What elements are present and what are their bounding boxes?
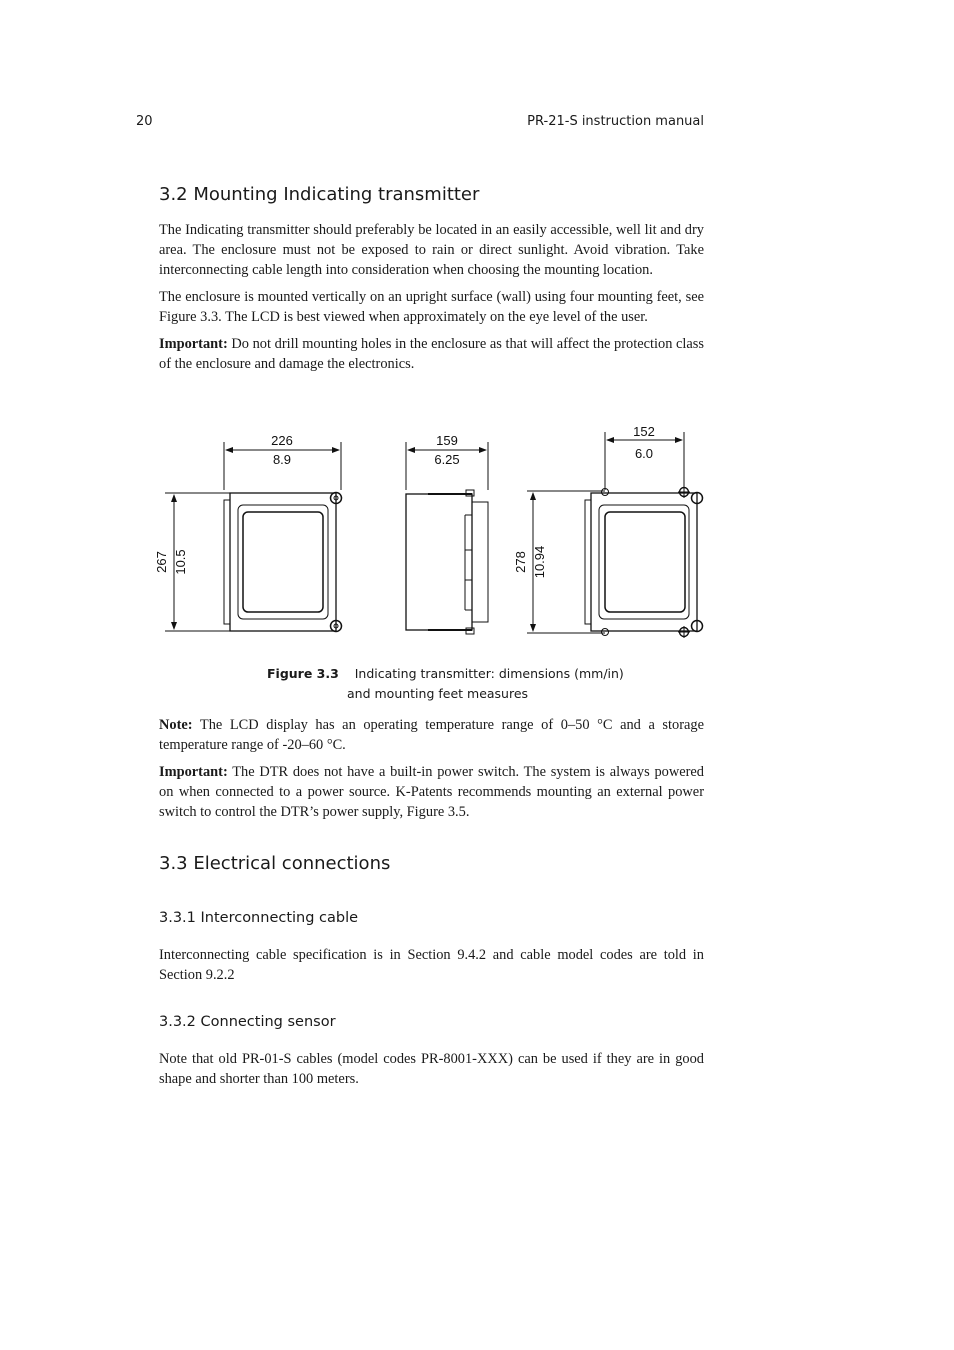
- side-depth-mm: 159: [436, 433, 458, 448]
- side-view: [406, 442, 488, 634]
- subsection-3-3-1-text: Interconnecting cable specification is in Section 9.4.2 and cable model codes are told in Section 9.2.2: [159, 947, 704, 983]
- caption-line-1: Indicating transmitter: dimensions (mm/in): [354, 666, 624, 681]
- important-text: Do not drill mounting holes in the enclosure as that will affect the protection class of the enclosure and damage the electronics.: [159, 336, 704, 372]
- important-power: [159, 762, 704, 822]
- mounting-feet-view: [527, 432, 703, 638]
- subsection-heading-3-3-2: 3.3.2 Connecting sensor: [159, 1014, 336, 1030]
- notes-block: [159, 715, 704, 829]
- dimension-drawing: [150, 420, 710, 645]
- important-label: Important:: [159, 336, 228, 352]
- subsection-3-3-2-text: Note that old PR-01-S cables (model codes PR-8001-XXX) can be used if they are in good shape and shorter than 100 meters.: [159, 1051, 704, 1087]
- subsection-heading-3-3-1: 3.3.1 Interconnecting cable: [159, 910, 359, 926]
- note-label: Note:: [159, 717, 193, 733]
- caption-line-2: and mounting feet measures: [347, 686, 529, 701]
- front-height-in: 10.5: [173, 549, 188, 575]
- running-title: PR-21-S instruction manual: [527, 114, 704, 129]
- feet-height-mm: 278: [513, 551, 528, 573]
- feet-width-in: 6.0: [634, 446, 654, 461]
- front-height-mm: 267: [154, 551, 169, 573]
- note-text: The LCD display has an operating temperature range of 0–50 °C and a storage temperature range of -20–60 °C.: [159, 717, 704, 753]
- feet-height-in: 10.94: [532, 545, 547, 579]
- important-power-text: The DTR does not have a built-in power switch. The system is always powered on when connected to a power source. K-Patents recommends mounting an external power switch to control the DTR’s power supply, Figure 3.5.: [159, 764, 704, 820]
- paragraph-mounting: The enclosure is mounted vertically on an upright surface (wall) using four mounting feet, see Figure 3.3. The LCD is best viewed when approximately on the eye level of the user.: [159, 289, 704, 325]
- section-3-2-body: [159, 220, 704, 381]
- side-depth-in: 6.25: [434, 452, 460, 467]
- important-drilling: [159, 334, 704, 374]
- paragraph-location: The Indicating transmitter should preferably be located in an easily accessible, well lit and dry area. The enclosure must not be exposed to rain or direct sunlight. Avoid vibration. Take interconnecting cable length into consideration when choosing the mounting location.: [159, 222, 704, 278]
- figure-caption: [267, 664, 707, 704]
- front-view: [165, 442, 342, 632]
- front-width-mm: 226: [271, 433, 293, 448]
- caption-label: Figure 3.3: [267, 666, 339, 681]
- page-number: 20: [136, 114, 153, 129]
- front-width-in: 8.9: [272, 452, 292, 467]
- section-heading-3-3: 3.3 Electrical connections: [159, 853, 391, 874]
- feet-width-mm: 152: [633, 424, 655, 439]
- note-temperature: [159, 715, 704, 755]
- important-power-label: Important:: [159, 764, 228, 780]
- section-heading-3-2: 3.2 Mounting Indicating transmitter: [159, 184, 480, 205]
